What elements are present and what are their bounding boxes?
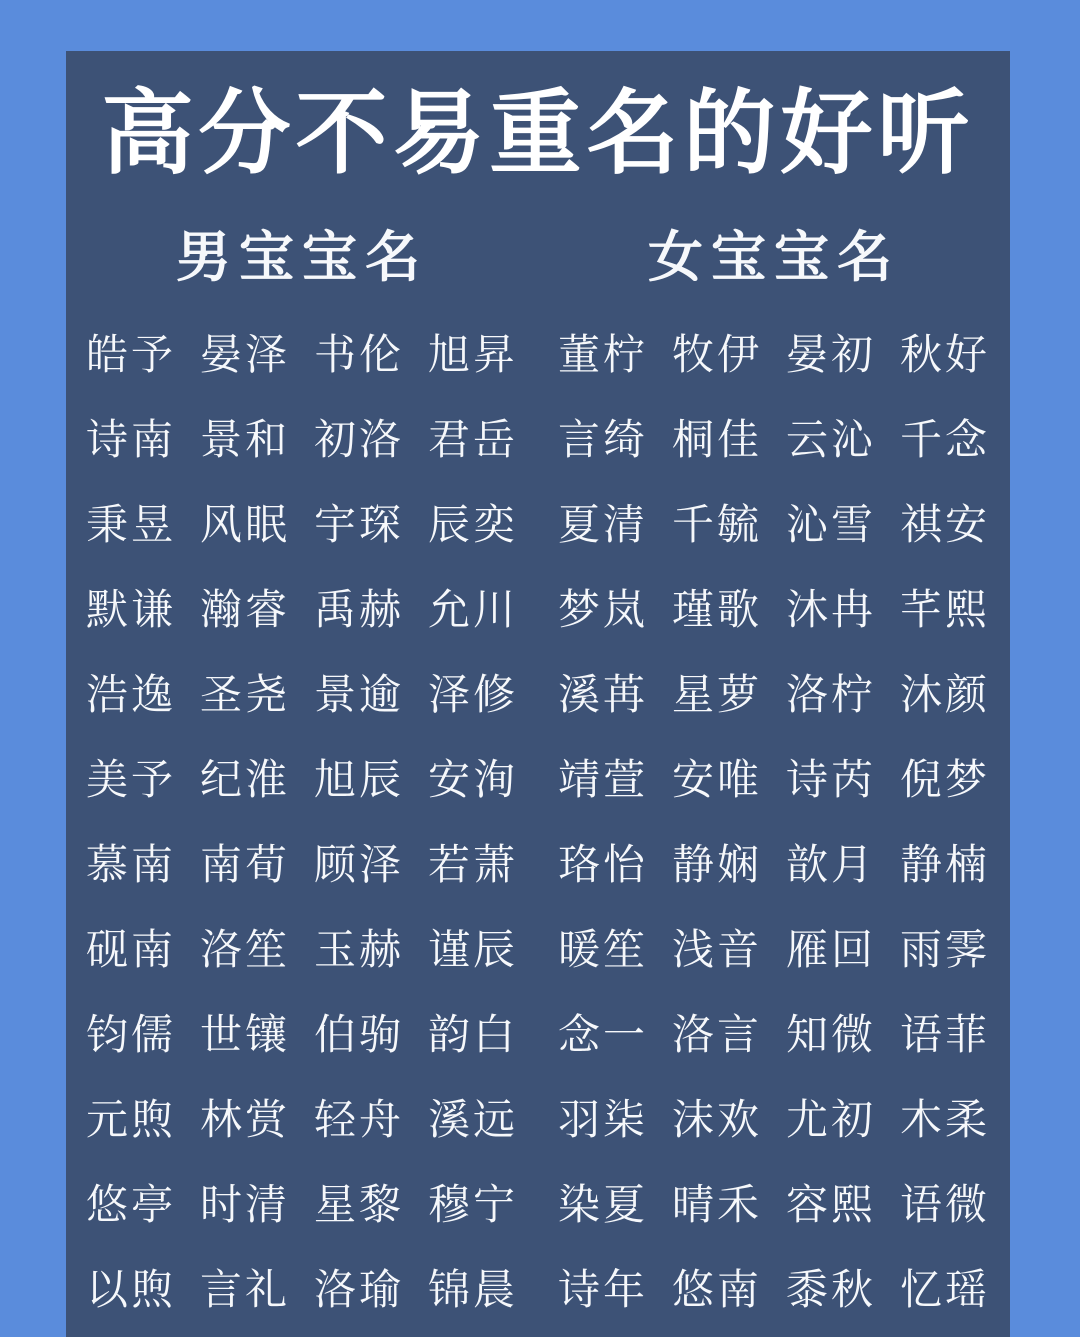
column-headers	[66, 227, 1010, 289]
name-cell: 牧伊	[671, 332, 762, 379]
name-cell: 皓予	[85, 332, 176, 379]
name-cell: 星黎	[314, 1182, 405, 1229]
name-cell: 暖笙	[557, 927, 648, 974]
name-cell: 语菲	[900, 1012, 991, 1059]
name-cell: 言绮	[557, 417, 648, 464]
column-header-girls: 女宝宝名	[647, 227, 900, 288]
name-cell: 梦岚	[557, 587, 648, 634]
name-row	[538, 309, 1010, 394]
name-cell: 珞怡	[557, 842, 648, 889]
name-cell: 辰奕	[428, 502, 519, 549]
column-header-boys: 男宝宝名	[175, 227, 428, 288]
name-cell: 染夏	[557, 1182, 648, 1229]
name-cell: 歆月	[786, 842, 877, 889]
name-cell: 纪淮	[199, 757, 290, 804]
name-cell: 靖萱	[557, 757, 648, 804]
name-cell: 祺安	[900, 502, 991, 549]
name-cell: 瀚睿	[199, 587, 290, 634]
name-cell: 溪苒	[557, 672, 648, 719]
name-row	[538, 394, 1010, 479]
name-cell: 以煦	[85, 1267, 176, 1314]
name-row	[66, 734, 538, 819]
name-row	[66, 309, 538, 394]
name-cell: 初洛	[314, 417, 405, 464]
girls-name-column	[538, 309, 1010, 1329]
name-cell: 顾泽	[314, 842, 405, 889]
name-cell: 羽柒	[557, 1097, 648, 1144]
name-cell: 瑾歌	[671, 587, 762, 634]
name-cell: 浅音	[671, 927, 762, 974]
name-cell: 念一	[557, 1012, 648, 1059]
name-cell: 元煦	[85, 1097, 176, 1144]
name-cell: 云沁	[786, 417, 877, 464]
name-cell: 轻舟	[314, 1097, 405, 1144]
name-row	[66, 1159, 538, 1244]
name-cell: 洛柠	[786, 672, 877, 719]
name-cell: 静娴	[671, 842, 762, 889]
name-cell: 允川	[428, 587, 519, 634]
name-cell: 宇琛	[314, 502, 405, 549]
name-cell: 伯驹	[314, 1012, 405, 1059]
name-cell: 沫欢	[671, 1097, 762, 1144]
name-cell: 安唯	[671, 757, 762, 804]
name-cell: 默谦	[85, 587, 176, 634]
name-row	[66, 479, 538, 564]
name-cell: 悠亭	[85, 1182, 176, 1229]
page-title: 高分不易重名的好听	[101, 83, 975, 185]
name-cell: 锦晨	[428, 1267, 519, 1314]
name-row	[66, 649, 538, 734]
name-cell: 言礼	[199, 1267, 290, 1314]
name-cell: 沐冉	[786, 587, 877, 634]
name-cell: 风眠	[199, 502, 290, 549]
name-cell: 木柔	[900, 1097, 991, 1144]
name-cell: 诗年	[557, 1267, 648, 1314]
name-cell: 泽修	[428, 672, 519, 719]
name-cell: 晏泽	[199, 332, 290, 379]
name-cell: 旭辰	[314, 757, 405, 804]
name-row	[66, 1244, 538, 1329]
name-cell: 秋好	[900, 332, 991, 379]
name-row	[538, 479, 1010, 564]
name-row	[538, 649, 1010, 734]
name-cell: 慕南	[85, 842, 176, 889]
name-row	[538, 989, 1010, 1074]
name-row	[66, 564, 538, 649]
name-cell: 南荀	[199, 842, 290, 889]
name-row	[538, 1074, 1010, 1159]
name-cell: 诗芮	[786, 757, 877, 804]
name-cell: 砚南	[85, 927, 176, 974]
name-cell: 钧儒	[85, 1012, 176, 1059]
name-cell: 书伦	[314, 332, 405, 379]
name-cell: 星萝	[671, 672, 762, 719]
names-panel	[66, 51, 1010, 1337]
name-cell: 浩逸	[85, 672, 176, 719]
name-cell: 容熙	[786, 1182, 877, 1229]
boys-name-column	[66, 309, 538, 1329]
names-grid	[66, 309, 1010, 1329]
name-cell: 世镶	[199, 1012, 290, 1059]
name-row	[66, 394, 538, 479]
name-cell: 知微	[786, 1012, 877, 1059]
name-cell: 景和	[199, 417, 290, 464]
name-cell: 尤初	[786, 1097, 877, 1144]
name-cell: 千毓	[671, 502, 762, 549]
name-cell: 洛笙	[199, 927, 290, 974]
name-cell: 韵白	[428, 1012, 519, 1059]
name-row	[66, 989, 538, 1074]
name-cell: 景逾	[314, 672, 405, 719]
name-cell: 洛瑜	[314, 1267, 405, 1314]
name-cell: 玉赫	[314, 927, 405, 974]
name-row	[538, 819, 1010, 904]
name-cell: 雁回	[786, 927, 877, 974]
name-row	[66, 819, 538, 904]
name-cell: 君岳	[428, 417, 519, 464]
name-row	[538, 734, 1010, 819]
name-cell: 诗南	[85, 417, 176, 464]
name-cell: 雨霁	[900, 927, 991, 974]
name-cell: 桐佳	[671, 417, 762, 464]
name-cell: 谨辰	[428, 927, 519, 974]
name-cell: 穆宁	[428, 1182, 519, 1229]
name-cell: 晏初	[786, 332, 877, 379]
name-cell: 洛言	[671, 1012, 762, 1059]
name-row	[66, 1074, 538, 1159]
name-cell: 旭昇	[428, 332, 519, 379]
name-cell: 芊熙	[900, 587, 991, 634]
name-row	[538, 1159, 1010, 1244]
name-cell: 董柠	[557, 332, 648, 379]
name-cell: 晴禾	[671, 1182, 762, 1229]
name-cell: 悠南	[671, 1267, 762, 1314]
name-row	[538, 1244, 1010, 1329]
name-cell: 忆瑶	[900, 1267, 991, 1314]
name-cell: 语微	[900, 1182, 991, 1229]
name-cell: 黍秋	[786, 1267, 877, 1314]
name-cell: 溪远	[428, 1097, 519, 1144]
name-cell: 美予	[85, 757, 176, 804]
name-cell: 静楠	[900, 842, 991, 889]
name-cell: 夏清	[557, 502, 648, 549]
name-cell: 禹赫	[314, 587, 405, 634]
name-cell: 千念	[900, 417, 991, 464]
name-cell: 林赏	[199, 1097, 290, 1144]
name-cell: 若萧	[428, 842, 519, 889]
name-cell: 倪梦	[900, 757, 991, 804]
name-row	[538, 564, 1010, 649]
name-cell: 沁雪	[786, 502, 877, 549]
name-row	[538, 904, 1010, 989]
name-cell: 秉昱	[85, 502, 176, 549]
name-cell: 圣尧	[199, 672, 290, 719]
name-cell: 安洵	[428, 757, 519, 804]
name-cell: 时清	[199, 1182, 290, 1229]
name-row	[66, 904, 538, 989]
name-cell: 沐颜	[900, 672, 991, 719]
